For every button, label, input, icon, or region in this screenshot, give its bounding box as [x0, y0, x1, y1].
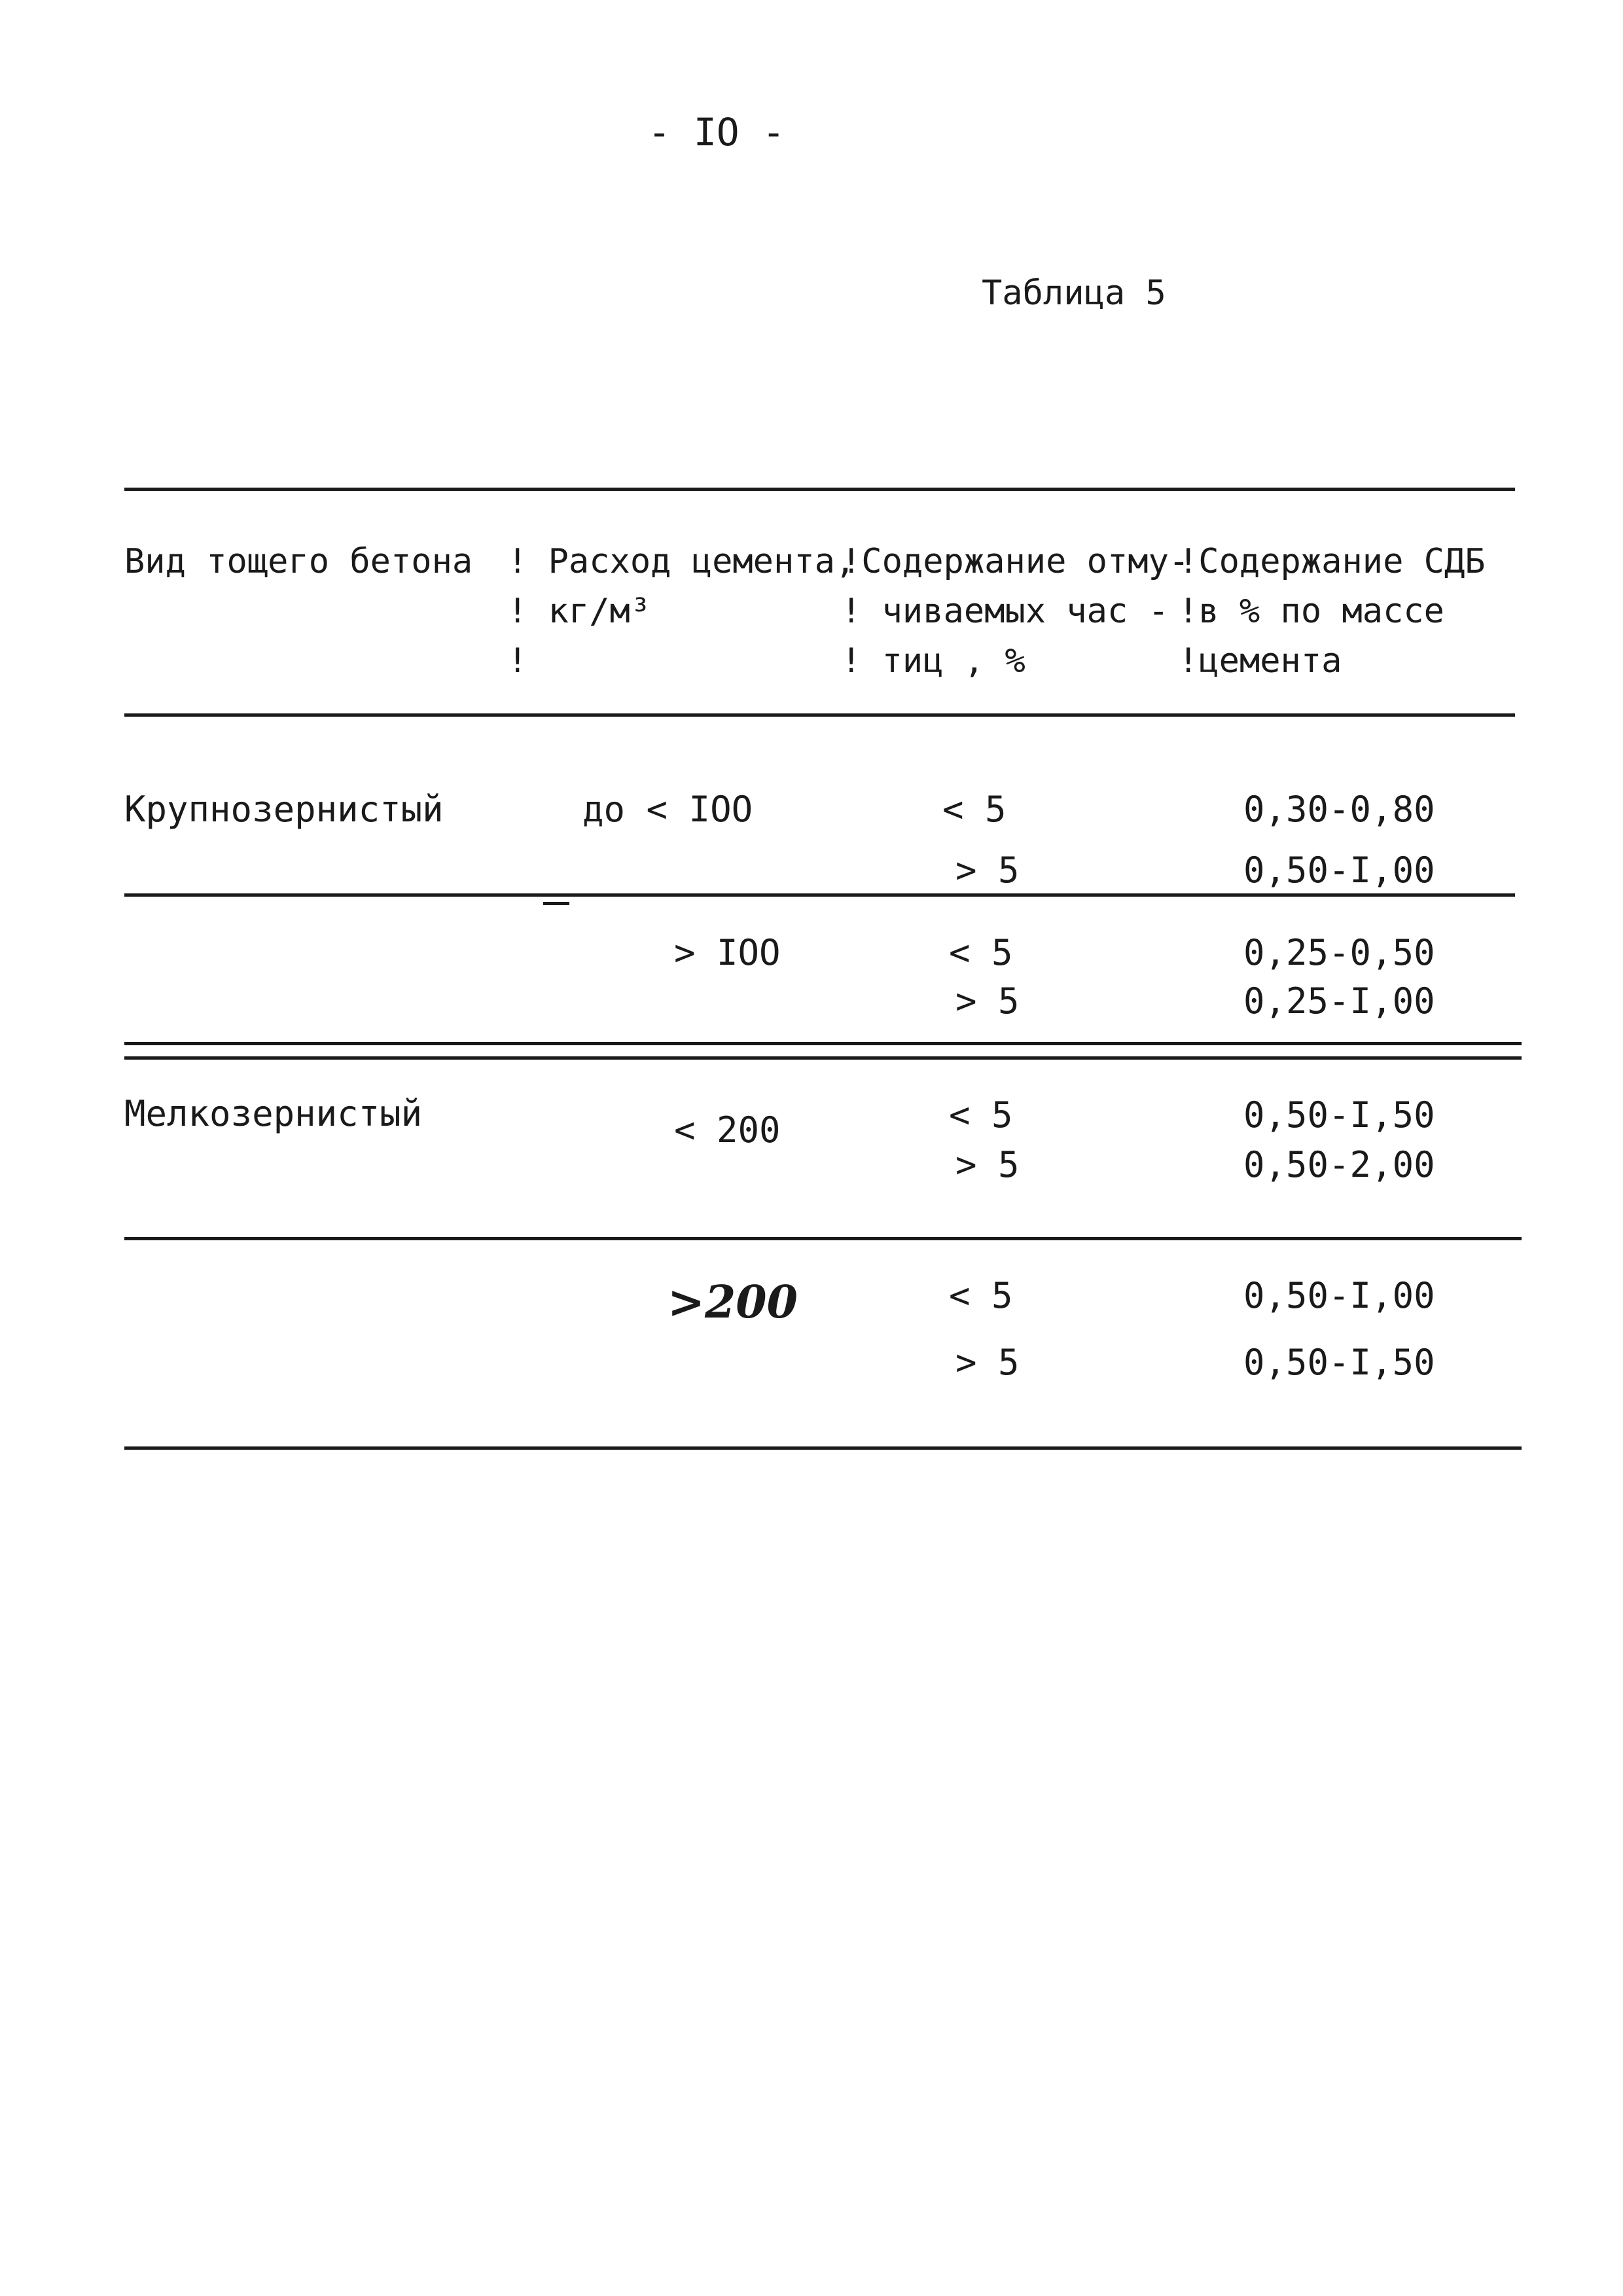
row3-cement: < 200 — [674, 1109, 781, 1151]
row4-cement: >200 — [668, 1276, 798, 1329]
row3-clay-1: < 5 — [949, 1094, 1013, 1136]
row1-sdb-2: 0,50-I,00 — [1243, 850, 1435, 891]
row2-clay-2: > 5 — [955, 980, 1020, 1022]
header-col-clay-line3: ! тиц , % — [841, 641, 1026, 681]
row3-sdb-2: 0,50-2,00 — [1243, 1144, 1435, 1185]
group-rule-1 — [124, 1042, 1522, 1045]
row1-clay-2: > 5 — [955, 850, 1020, 891]
table-top-rule — [124, 488, 1515, 491]
header-col-clay-line1: !Содержание отму- — [841, 542, 1190, 581]
header-col-type — [124, 537, 473, 586]
row3-clay-2: > 5 — [955, 1144, 1020, 1185]
row1-type: Крупнозернистый — [124, 789, 444, 830]
row1-clay-1: < 5 — [942, 789, 1007, 830]
row3-sdb-1: 0,50-I,50 — [1243, 1094, 1435, 1136]
stray-mark — [543, 902, 569, 905]
header-col-cement — [507, 537, 855, 686]
row2-cement: > IOO — [674, 932, 781, 973]
row2-sdb-1: 0,25-0,50 — [1243, 932, 1435, 973]
row4-clay-2: > 5 — [955, 1342, 1020, 1383]
header-col-cement-line1: ! Расход цемента, — [507, 542, 856, 581]
row3-type: Мелкозернистый — [124, 1093, 423, 1134]
row3-rule — [124, 1237, 1522, 1240]
header-col-cement-line3: ! — [507, 641, 528, 681]
header-col-cement-line2: ! кг/м³ — [507, 592, 651, 631]
row2-clay-1: < 5 — [949, 932, 1013, 973]
header-col-clay — [841, 537, 1189, 686]
row4-sdb-1: 0,50-I,00 — [1243, 1275, 1435, 1316]
table-title: Таблица 5 — [982, 274, 1166, 313]
header-bottom-rule — [124, 713, 1515, 717]
row4-sdb-2: 0,50-I,50 — [1243, 1342, 1435, 1383]
header-col-clay-line2: ! чиваемых час - — [841, 592, 1169, 631]
header-col-sdb-line3: !цемента — [1178, 641, 1342, 681]
header-col-sdb-line1: !Содержание СДБ — [1178, 542, 1486, 581]
header-col-type-line1: Вид тощего бетона — [124, 542, 473, 581]
row4-clay-1: < 5 — [949, 1275, 1013, 1316]
group-rule-2 — [124, 1056, 1522, 1060]
row1-rule — [124, 893, 1515, 897]
header-col-sdb — [1178, 537, 1486, 686]
row1-cement: до < IOO — [582, 789, 753, 830]
row1-sdb-1: 0,30-0,80 — [1243, 789, 1435, 830]
header-col-sdb-line2: !в % по массе — [1178, 592, 1444, 631]
page-number: - IO - — [648, 110, 785, 154]
table-bottom-rule — [124, 1446, 1522, 1450]
row2-sdb-2: 0,25-I,00 — [1243, 980, 1435, 1022]
